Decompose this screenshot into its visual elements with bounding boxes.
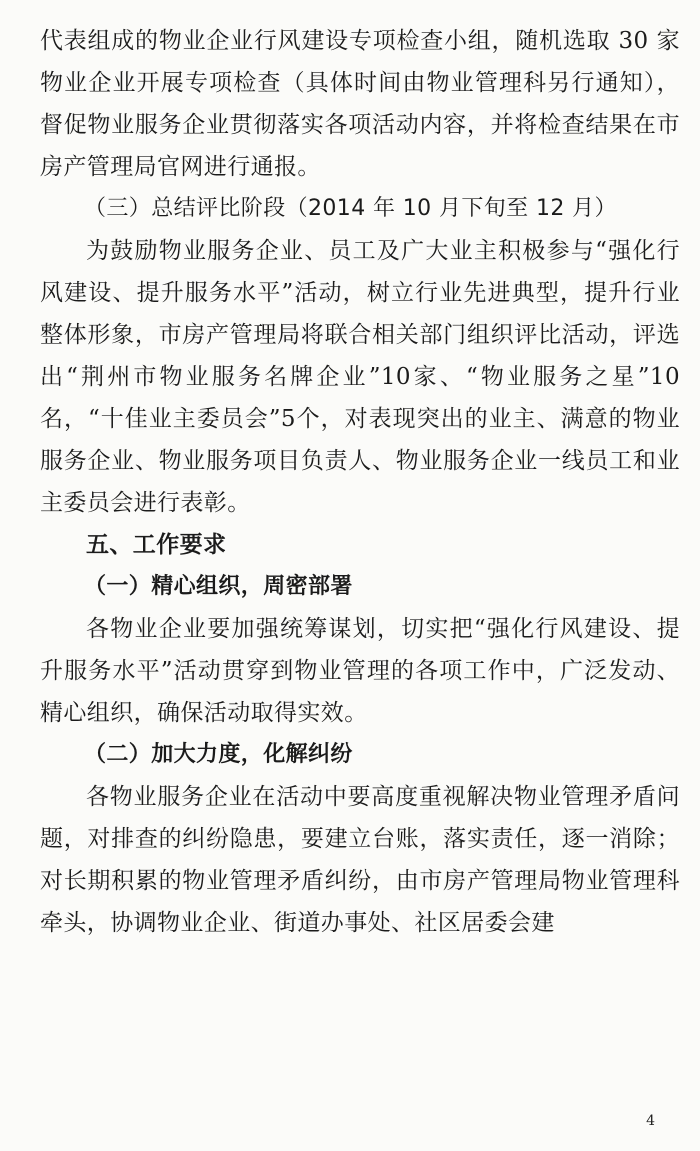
page-number: 4 [646, 1113, 655, 1129]
heading-work-requirements: 五、工作要求 [86, 532, 227, 558]
document-body [40, 20, 680, 944]
paragraph-evaluation: 为鼓励物业服务企业、员工及广大业主积极参与“强化行风建设、提升服务水平”活动，树立行业先进典型，提升行业整体形象，市房产管理局将联合相关部门组织评比活动，评选出“荆州市物业服务名牌企业”10家、“物业服务之星”10名，“十佳业主委员会”5个，对表现突出的业主、满意的物业服务企业、物业服务项目负责人、物业服务企业一线员工和业主委员会进行表彰。 [40, 238, 680, 516]
heading-resolve-disputes: （二）加大力度，化解纠纷 [84, 742, 353, 767]
paragraph-disputes: 各物业服务企业在活动中要高度重视解决物业管理矛盾问题，对排查的纠纷隐患，要建立台账，落实责任，逐一消除；对长期积累的物业管理矛盾纠纷，由市房产管理局物业管理科牵头，协调物业企业、街道办事处、社区居委会建 [40, 784, 680, 936]
paragraph-inspection-group: 代表组成的物业企业行风建设专项检查小组，随机选取 30 家物业企业开展专项检查（具体时间由物业管理科另行通知），督促物业服务企业贯彻落实各项活动内容，并将检查结果在市房产管理局官网进行通报。 [40, 28, 680, 180]
paragraph-organization: 各物业企业要加强统筹谋划，切实把“强化行风建设、提升服务水平”活动贯穿到物业管理的各项工作中，广泛发动、精心组织，确保活动取得实效。 [40, 616, 680, 726]
heading-careful-organization: （一）精心组织，周密部署 [84, 574, 353, 599]
heading-stage-summary: （三）总结评比阶段（2014 年 10 月下旬至 12 月） [84, 196, 617, 221]
